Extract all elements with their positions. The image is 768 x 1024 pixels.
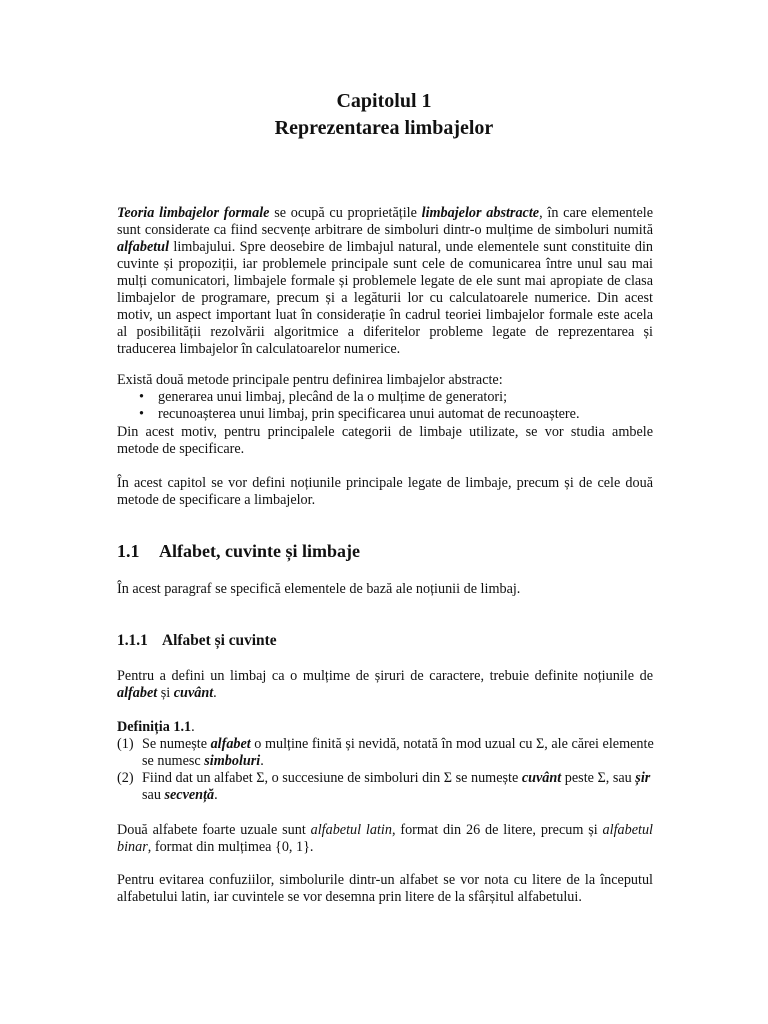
- subsection-number: 1.1.1: [117, 632, 148, 649]
- term-limbajelor-abstracte: limbajelor abstracte: [421, 205, 540, 221]
- term-alfabet: alfabet: [117, 685, 158, 701]
- subsection-title: Alfabet și cuvinte: [162, 632, 277, 649]
- section-intro: În acest paragraf se specifică elementele de bază ale noțiunii de limbaj.: [117, 581, 521, 597]
- chapter-heading: [0, 88, 768, 142]
- list-item: • generarea unui limbaj, plecând de la o mulțime de generatori;: [139, 389, 508, 405]
- bullet-icon: •: [139, 406, 144, 422]
- methods-list: [117, 389, 657, 423]
- definition-label: Definiția 1.1.: [117, 719, 195, 735]
- bullet-icon: •: [139, 389, 144, 405]
- methods-after: Din acest motiv, pentru principalele categorii de limbaje utilizate, se vor studia ambele metode de specificare.: [117, 424, 653, 457]
- alphabets-paragraph: Două alfabete foarte uzuale sunt alfabetul latin, format din 26 de litere, precum și alfabetul binar, format din mulțimea {0, 1}.: [117, 822, 653, 855]
- chapter-note: În acest capitol se vor defini noțiunile principale legate de limbaje, precum și de cele două metode de specificare a limbajelor.: [117, 475, 653, 508]
- term-alfabetul: alfabetul: [117, 239, 170, 255]
- chapter-title: Reprezentarea limbajelor: [274, 117, 494, 139]
- term-teoria-limbajelor: Teoria limbajelor formale: [117, 205, 270, 221]
- section-title: Alfabet, cuvinte și limbaje: [159, 541, 360, 561]
- term-alfabetul-latin: alfabetul latin: [310, 822, 392, 838]
- list-item: (2) Fiind dat un alfabet Σ, o succesiune de simboluri din Σ se numește cuvânt peste Σ, sau șir sau secvență.: [117, 770, 651, 803]
- notation-paragraph: Pentru evitarea confuziilor, simbolurile dintr-un alfabet se vor nota cu litere de la începutul alfabetului latin, iar cuvintele se vor desemna prin litere de la sfârșitul alfabetului.: [117, 872, 653, 905]
- subsection-heading: [117, 632, 277, 650]
- intro-paragraph: Teoria limbajelor formale se ocupă cu proprietățile limbajelor abstracte, în care elementele sunt considerate ca fiind secvențe arbitrare de simboluri dintr-o mulțime de simboluri numită alfabetul limbajului. Spre deosebire de limbajul natural, unde elementele sunt constituite din cuvinte și propoziții, iar problemele principale sunt cele de comunicarea între unul sau mai mulți comunicatori, limbajele formale și problemele legate de ele sunt mai apropiate de clasa limbajelor de programare, precum și a legăturii lor cu calculatoarele numerice. Din acest motiv, un aspect important luat în considerație în cadrul teoriei limbajelor formale este acela al posibilității rezolvării algoritmice a diferitelor probleme legate de reprezentarea și traducerea limbajelor în calculatoarelor numerice.: [117, 205, 653, 357]
- chapter-number: Capitolul 1: [336, 90, 432, 112]
- subsection-paragraph: Pentru a defini un limbaj ca o mulțime de șiruri de caractere, trebuie definite noțiunile de alfabet și cuvânt.: [117, 668, 653, 701]
- methods-lead: Există două metode principale pentru definirea limbajelor abstracte:: [117, 372, 503, 388]
- term-cuvant: cuvânt: [173, 685, 214, 701]
- list-item: (1) Se numește alfabet o mulține finită și nevidă, notată în mod uzual cu Σ, ale cărei elemente se numesc simboluri.: [117, 736, 654, 769]
- term-alfabetul-binar: alfabetul binar: [117, 822, 653, 855]
- definition-list: [117, 736, 657, 804]
- section-heading: [117, 541, 360, 562]
- list-item: • recunoașterea unui limbaj, prin specificarea unui automat de recunoaștere.: [139, 406, 580, 422]
- section-number: 1.1: [117, 541, 140, 561]
